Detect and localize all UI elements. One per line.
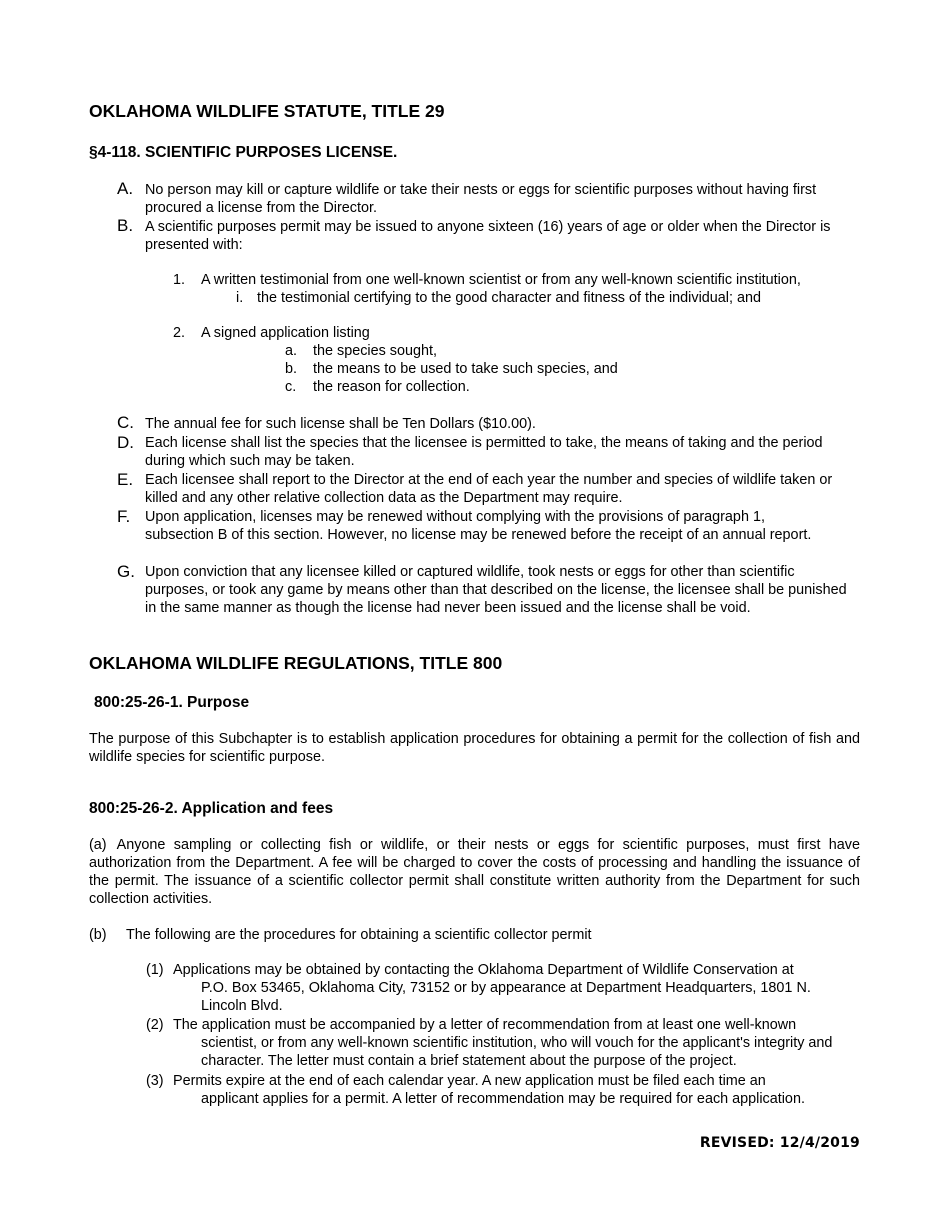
procedure-3-rest: applicant applies for a permit. A letter of recommendation may be required for each application. bbox=[201, 1091, 805, 1107]
revised-date: REVISED: 12/4/2019 bbox=[699, 1135, 860, 1151]
procedure-1-rest: P.O. Box 53465, Oklahoma City, 73152 or by appearance at Department Headquarters, 1801 N. Lincoln Blvd. bbox=[201, 980, 811, 1014]
b-sub-2-c-num: c. bbox=[285, 379, 297, 395]
item-letter-f: F. bbox=[117, 507, 131, 526]
item-letter-a: A. bbox=[117, 179, 134, 198]
procedure-3-num: (3) bbox=[146, 1073, 164, 1089]
b-sub-2-a-text: the species sought, bbox=[313, 343, 437, 359]
item-letter-c: C. bbox=[117, 413, 134, 432]
purpose-text: The purpose of this Subchapter is to establish application procedures for obtaining a permit for the collection of fish and wildlife species for scientific purpose. bbox=[89, 731, 860, 765]
b-sub-2-c-text: the reason for collection. bbox=[313, 379, 470, 395]
b-sub-1-i-num: i. bbox=[236, 290, 244, 306]
b-sub-1-num: 1. bbox=[173, 272, 186, 288]
item-letter-d: D. bbox=[117, 433, 134, 452]
b-sub-2-b-text: the means to be used to take such species, and bbox=[313, 361, 618, 377]
item-letter-b: B. bbox=[117, 216, 134, 235]
item-text-e: Each licensee shall report to the Director at the end of each year the number and species of wildlife taken or killed and any other relative collection data as the Department may require. bbox=[145, 472, 833, 506]
paragraph-a bbox=[89, 836, 860, 908]
item-text-d: Each license shall list the species that the licensee is permitted to take, the means of taking and the period during which such may be taken. bbox=[145, 435, 823, 469]
item-text-c: The annual fee for such license shall be Ten Dollars ($10.00). bbox=[145, 416, 536, 432]
procedure-2-first-line: The application must be accompanied by a letter of recommendation from at least one well-known bbox=[173, 1017, 797, 1033]
paragraph-b-text: The following are the procedures for obtaining a scientific collector permit bbox=[126, 927, 592, 943]
item-text-g: Upon conviction that any licensee killed or captured wildlife, took nests or eggs for other than scientific purposes, or took any game by means other than that described on the license, the licensee shall be punished in the same manner as though the license had never been issued and the license shall be void. bbox=[145, 564, 847, 616]
paragraph-a-text: Anyone sampling or collecting fish or wildlife, or their nests or eggs for scientific purposes, must first have authorization from the Department. A fee will be charged to cover the costs of processing and handling the issuance of the permit. The issuance of a scientific collector permit shall constitute written authority from the Department for such collection activities. bbox=[89, 837, 860, 907]
procedure-1-num: (1) bbox=[146, 962, 164, 978]
application-heading: 800:25-26-2. Application and fees bbox=[89, 800, 334, 817]
b-sub-2-b-num: b. bbox=[285, 361, 298, 377]
paragraph-b-label: (b) bbox=[89, 927, 107, 943]
b-sub-2-num: 2. bbox=[173, 325, 186, 341]
procedure-3-first-line: Permits expire at the end of each calendar year. A new application must be filed each time an bbox=[173, 1073, 766, 1089]
b-sub-2-text: A signed application listing bbox=[201, 325, 370, 341]
procedure-2-num: (2) bbox=[146, 1017, 164, 1033]
item-letter-g: G. bbox=[117, 562, 135, 581]
statute-title: OKLAHOMA WILDLIFE STATUTE, TITLE 29 bbox=[89, 101, 445, 121]
item-text-a: No person may kill or capture wildlife or take their nests or eggs for scientific purposes without having first procured a license from the Director. bbox=[145, 182, 817, 216]
item-letter-e: E. bbox=[117, 470, 134, 489]
item-text-b: A scientific purposes permit may be issued to anyone sixteen (16) years of age or older when the Director is presented with: bbox=[145, 219, 831, 253]
b-sub-2-a-num: a. bbox=[285, 343, 298, 359]
paragraph-a-label: (a) bbox=[89, 837, 107, 853]
b-sub-1-text: A written testimonial from one well-known scientist or from any well-known scientific institution, bbox=[201, 272, 801, 288]
item-text-f: Upon application, licenses may be renewed without complying with the provisions of paragraph 1, subsection B of this section. However, no license may be renewed before the receipt of an annual report. bbox=[145, 509, 812, 543]
purpose-heading: 800:25-26-1. Purpose bbox=[94, 694, 250, 711]
procedure-1-first-line: Applications may be obtained by contacting the Oklahoma Department of Wildlife Conservation at bbox=[173, 962, 794, 978]
regs-title: OKLAHOMA WILDLIFE REGULATIONS, TITLE 800 bbox=[89, 653, 503, 673]
b-sub-1-i-text: the testimonial certifying to the good character and fitness of the individual; and bbox=[257, 290, 761, 306]
section-heading: §4-118. SCIENTIFIC PURPOSES LICENSE. bbox=[89, 144, 398, 161]
procedure-2-rest: scientist, or from any well-known scientific institution, who will vouch for the applicant's integrity and character. The letter must contain a brief statement about the purpose of the project. bbox=[201, 1035, 833, 1069]
